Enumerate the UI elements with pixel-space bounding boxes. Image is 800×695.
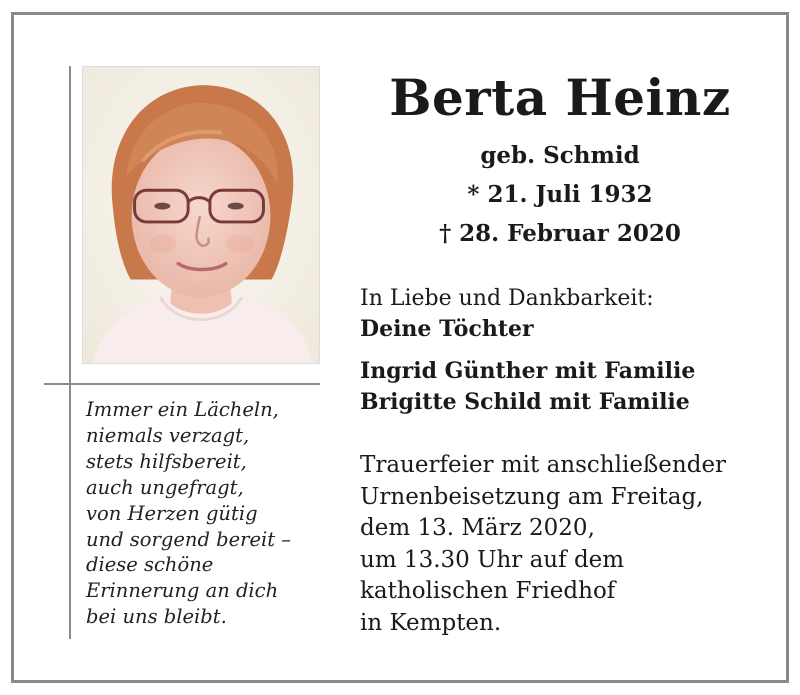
death-date: † 28. Februar 2020	[439, 220, 681, 247]
poem-line: von Herzen gütig	[86, 501, 258, 525]
service-line: um 13.30 Uhr auf dem	[360, 546, 625, 573]
mourner-item: Brigitte Schild mit Familie	[360, 389, 690, 415]
memorial-poem	[86, 397, 326, 630]
poem-line: diese schöne	[86, 553, 214, 577]
service-line: Trauerfeier mit anschließender	[360, 452, 727, 478]
deceased-name: Berta Heinz	[389, 68, 731, 127]
life-dates	[360, 136, 760, 253]
mourner-item: Ingrid Günther mit Familie	[360, 358, 696, 384]
service-line: katholischen Friedhof	[360, 578, 616, 604]
poem-line: niemals verzagt,	[86, 423, 250, 447]
portrait-photo	[82, 66, 320, 364]
portrait-illustration	[83, 67, 319, 363]
mourners-list	[360, 356, 780, 418]
poem-line: Erinnerung an dich	[86, 579, 279, 603]
poem-line: und sorgend bereit –	[86, 527, 292, 551]
vertical-divider	[69, 66, 71, 639]
mourners-intro-block	[360, 283, 780, 345]
service-line: in Kempten.	[360, 609, 502, 636]
service-line: Urnenbeisetzung am Freitag,	[360, 483, 704, 510]
poem-line: stets hilfsbereit,	[86, 449, 247, 473]
service-line: dem 13. März 2020,	[360, 515, 595, 541]
service-details	[360, 450, 780, 639]
mourners-intro: In Liebe und Dankbarkeit:	[360, 286, 654, 311]
mourners-heading: Deine Töchter	[360, 316, 534, 342]
birth-name: geb. Schmid	[480, 142, 640, 169]
horizontal-divider	[44, 383, 320, 385]
poem-line: auch ungefragt,	[86, 475, 244, 499]
birth-date: * 21. Juli 1932	[467, 181, 653, 208]
poem-line: Immer ein Lächeln,	[86, 398, 279, 421]
poem-line: bei uns bleibt.	[86, 605, 227, 629]
